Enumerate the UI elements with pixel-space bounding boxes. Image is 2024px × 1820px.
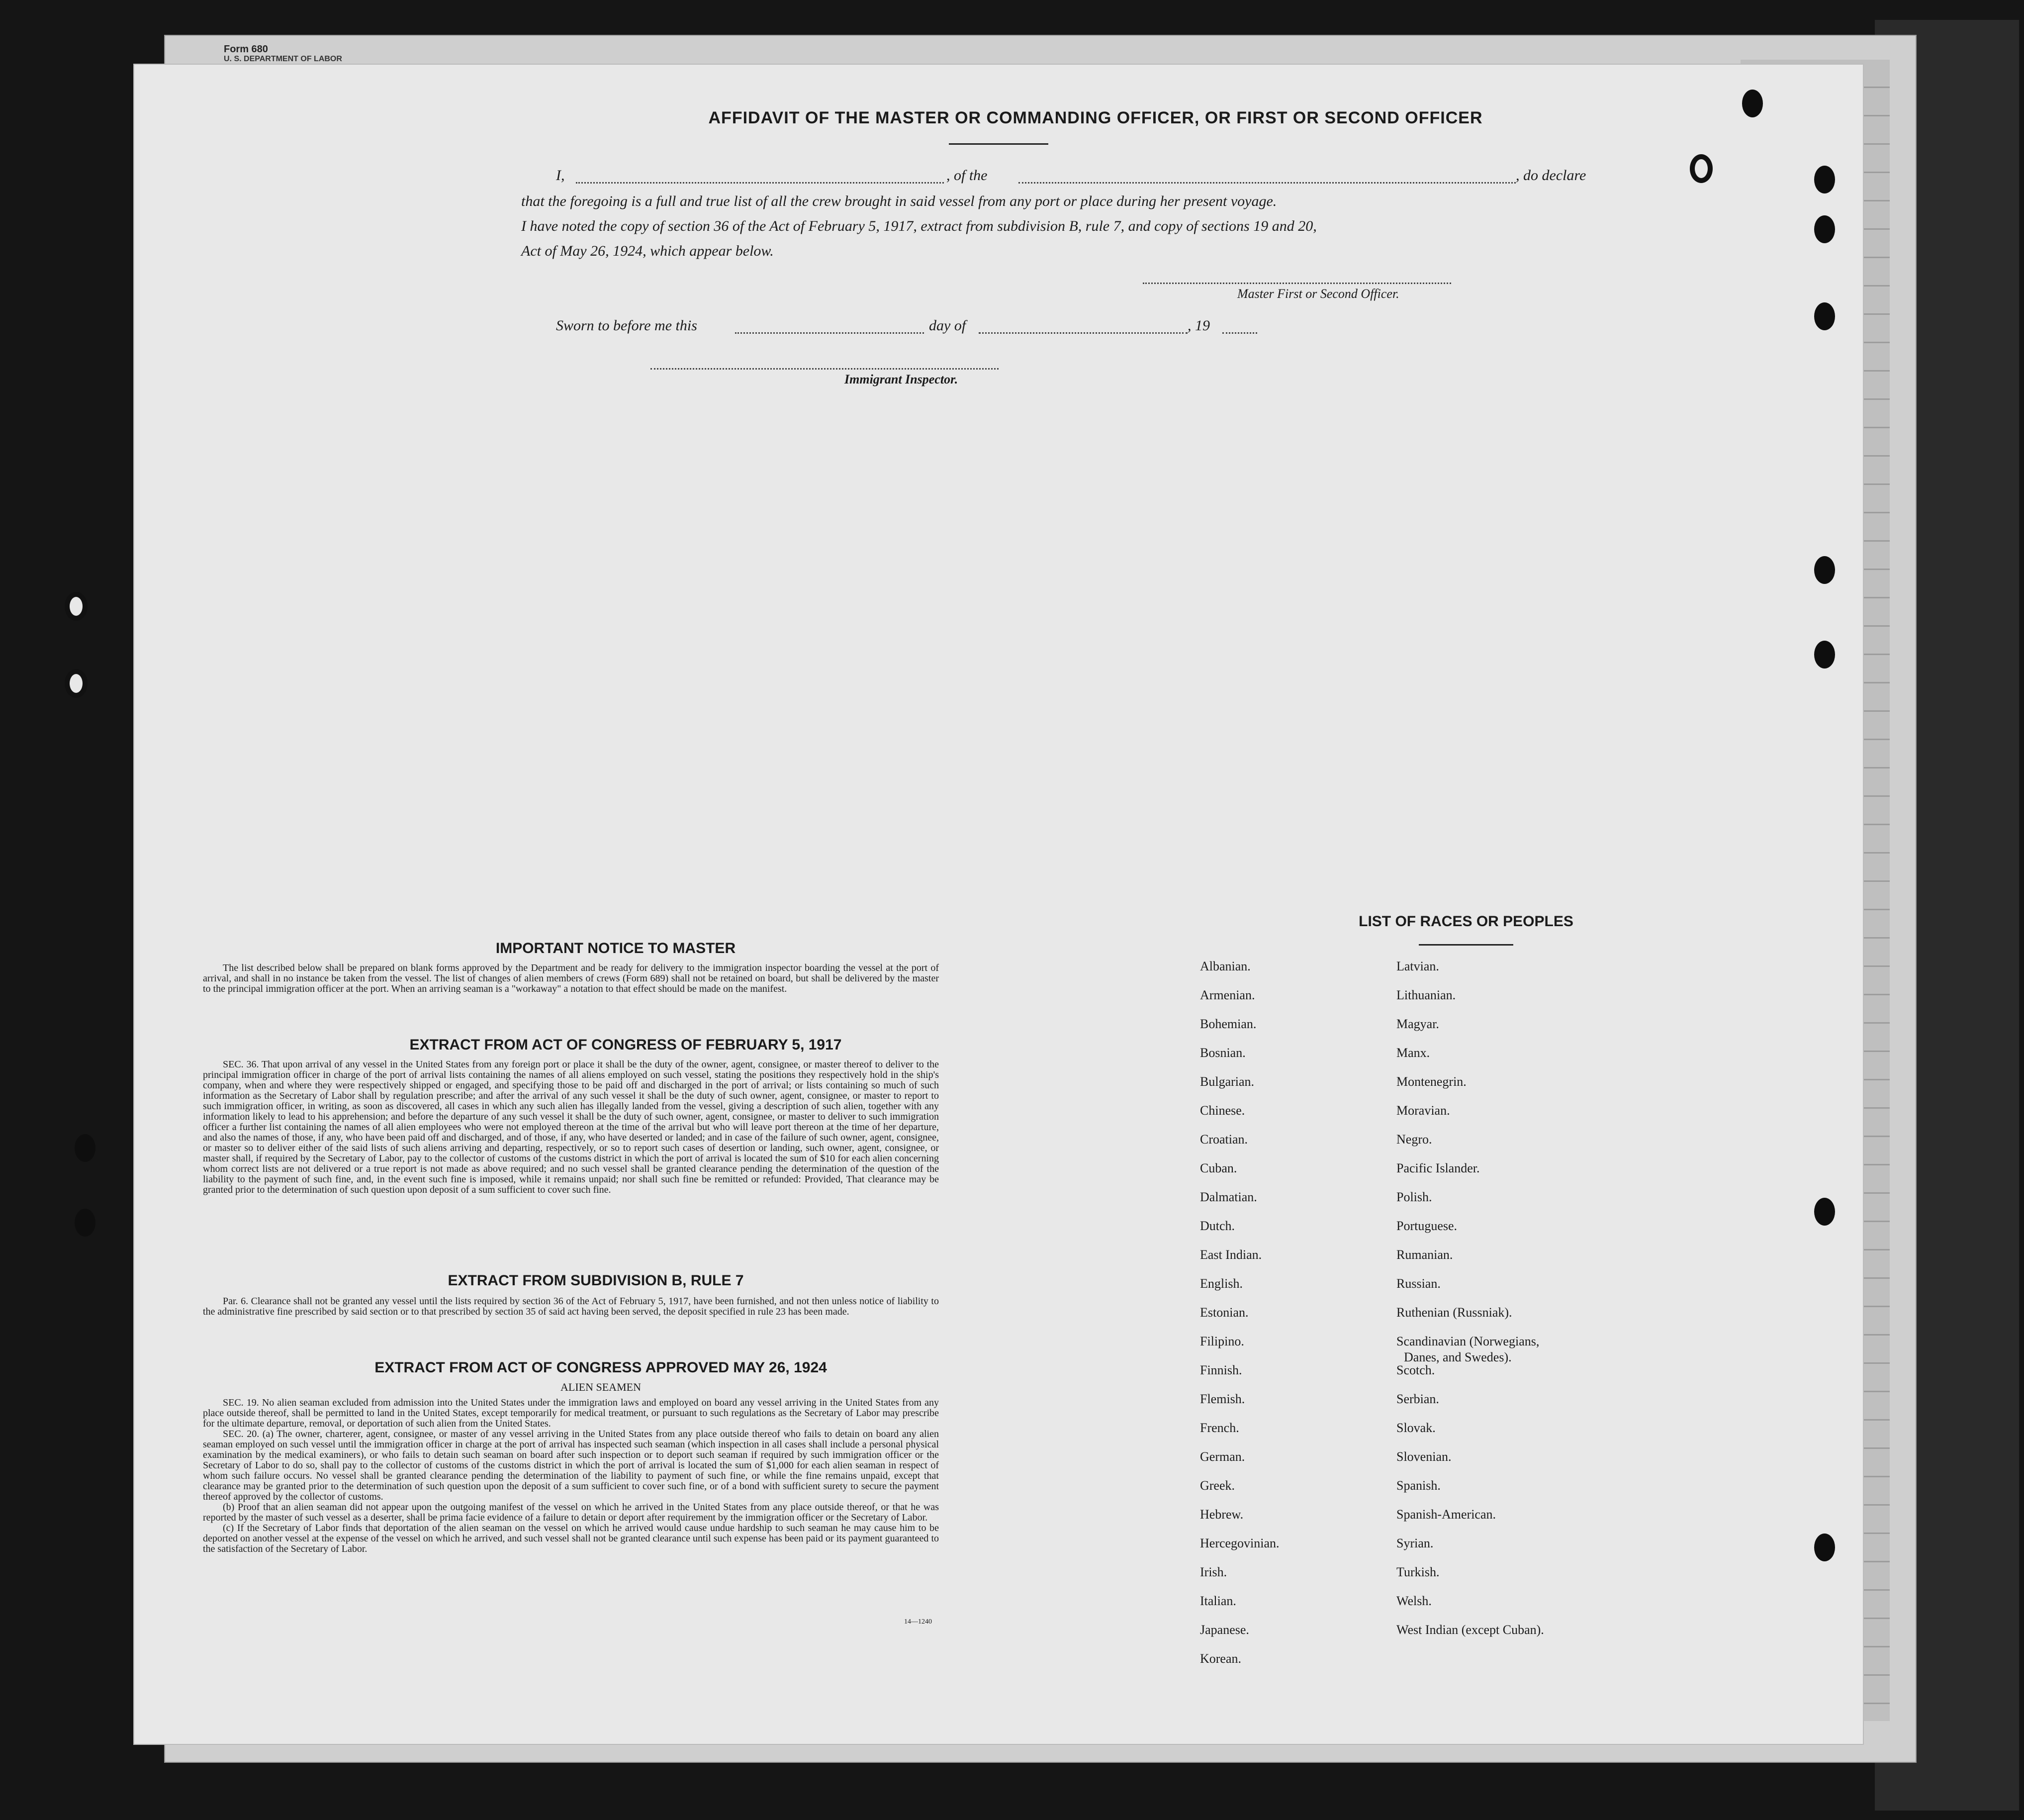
affidavit-line-1 <box>556 163 1625 188</box>
race-item: Dalmatian. <box>1200 1190 1257 1204</box>
section-19-paragraph: SEC. 19. No alien seaman excluded from admission into the United States under the immigration laws and employed on board any vessel arriving in the United States from any place outside thereof, shall be permitted to land in the United States, except temporarily for medical treatment, or pursuant to such regulations as the Secretary of Labor may prescribe for the ultimate departure, removal, or deportation of such alien from the United States. <box>203 1397 939 1429</box>
race-item: Portuguese. <box>1396 1219 1458 1233</box>
race-item: East Indian. <box>1200 1247 1262 1262</box>
title-rule <box>949 143 1048 145</box>
race-item: Latvian. <box>1396 959 1439 973</box>
race-item: Croatian. <box>1200 1132 1248 1147</box>
sworn-month-blank[interactable] <box>979 332 1188 334</box>
print-code: 14—1240 <box>904 1618 932 1626</box>
race-item: Chinese. <box>1200 1103 1245 1118</box>
extract-1917-body <box>203 1059 939 1195</box>
punch-hole <box>1814 641 1835 669</box>
day-of-label: day of <box>929 317 966 334</box>
race-item: Ruthenian (Russniak). <box>1396 1305 1512 1320</box>
extract-rule7-body <box>203 1296 939 1317</box>
race-item: Scandinavian (Norwegians, <box>1396 1334 1540 1348</box>
race-item: Montenegrin. <box>1396 1074 1467 1089</box>
master-caption: Master First or Second Officer. <box>1237 287 1399 301</box>
race-item: Negro. <box>1396 1132 1432 1147</box>
affidavit-title: AFFIDAVIT OF THE MASTER OR COMMANDING OFFICER, OR FIRST OR SECOND OFFICER <box>708 108 1483 127</box>
race-item: Turkish. <box>1396 1565 1440 1579</box>
form-department: U. S. DEPARTMENT OF LABOR <box>224 55 342 63</box>
notice-paragraph: The list described below shall be prepared on blank forms approved by the Department and be ready for delivery to the immigration inspector boarding the vessel at the port of arrival, and shall in no instance be taken from the vessel. The list of changes of alien members of crews (Form 689) shall not be retained on board, but shall be delivered by the master to the principal immigration officer at the port. When an arriving seaman is a "workaway" a notation to that effect should be made on the manifest. <box>203 962 939 994</box>
race-item: Italian. <box>1200 1594 1236 1608</box>
punch-hole <box>1742 90 1763 117</box>
race-item: Finnish. <box>1200 1363 1242 1377</box>
binder-hole <box>65 592 88 621</box>
race-item: Filipino. <box>1200 1334 1244 1348</box>
affidavit-line-3: I have noted the copy of section 36 of the Act of February 5, 1917, extract from subdivision B, rule 7, and copy of sections 19 and 20, <box>521 218 1317 234</box>
race-item: Spanish-American. <box>1396 1507 1496 1522</box>
binder-hole <box>75 1209 95 1237</box>
races-title-rule <box>1419 944 1513 946</box>
race-item: Rumanian. <box>1396 1247 1453 1262</box>
punch-hole <box>1814 1198 1835 1226</box>
race-item: Flemish. <box>1200 1392 1245 1406</box>
declare-label: , do declare <box>1516 167 1586 184</box>
race-item: West Indian (except Cuban). <box>1396 1623 1544 1637</box>
race-item: Russian. <box>1396 1276 1441 1291</box>
race-item: Irish. <box>1200 1565 1227 1579</box>
punch-hole <box>1814 1533 1835 1561</box>
race-item: German. <box>1200 1449 1245 1464</box>
section-20b-paragraph: (b) Proof that an alien seaman did not appear upon the outgoing manifest of the vessel on which he arrived in the United States from any place outside thereof, or that he was reported by the master of such vessel as a deserter, shall be prima facie evidence of a failure to detain or deport after requirement by the immigration officer or the Secretary of Labor. <box>203 1502 939 1523</box>
extract-1924-body <box>203 1398 939 1554</box>
vessel-blank[interactable] <box>1018 182 1516 184</box>
race-item: Manx. <box>1396 1046 1430 1060</box>
extract-rule7-title: EXTRACT FROM SUBDIVISION B, RULE 7 <box>448 1272 744 1289</box>
race-item: Estonian. <box>1200 1305 1249 1320</box>
affidavit-i: I, <box>556 167 565 184</box>
binder-hole <box>65 669 88 698</box>
section-20c-paragraph: (c) If the Secretary of Labor finds that deportation of the alien seaman on the vessel on which he arrived would cause undue hardship to such seaman he may cause him to be deported on another vessel at the expense of the vessel on which he arrived, and such vessel shall not be granted clearance until such expense has been paid or its payment guaranteed to the satisfaction of the Secretary of Labor. <box>203 1523 939 1554</box>
race-item: English. <box>1200 1276 1243 1291</box>
punch-hole <box>1814 556 1835 584</box>
race-item: Scotch. <box>1396 1363 1435 1377</box>
race-item: Slovenian. <box>1396 1449 1452 1464</box>
race-item: Welsh. <box>1396 1594 1432 1608</box>
inspector-caption: Immigrant Inspector. <box>844 372 958 386</box>
sworn-label: Sworn to before me this <box>556 317 697 334</box>
race-item: Magyar. <box>1396 1017 1439 1031</box>
race-item: Polish. <box>1396 1190 1432 1204</box>
alien-seamen-subtitle: ALIEN SEAMEN <box>560 1381 641 1393</box>
race-item: Slovak. <box>1396 1421 1436 1435</box>
section-36-paragraph: SEC. 36. That upon arrival of any vessel in the United States from any foreign port or place it shall be the duty of the owner, agent, consignee, or master thereof to deliver to the principal immigration officer in charge of the port of arrival lists containing the names of all aliens employed on such vessel, stating the positions they respectively hold in the ship's company, when and where they were respectively shipped or engaged, and specifying those to be paid off and discharged in the port of arrival; or lists containing so much of such information as the Secretary of Labor shall by regulation prescribe; and after the arrival of any such vessel it shall be the duty of such owner, agent, consignee, or master to report to such immigration officer, in writing, as soon as discovered, all cases in which any such alien has illegally landed from the vessel, giving a description of such alien, together with any information likely to lead to his apprehension; and before the departure of any such vessel it shall be the duty of such owner, agent, consignee, or master to deliver to such immigration officer a further list containing the names of all alien employees who were not employed thereon at the time of the arrival but who will leave port thereon at the time of her departure, and also the names of those, if any, who have been paid off and discharged, and of those, if any, who have deserted or landed; and in case of the failure of such owner, agent, consignee, or master so to deliver either of the said lists of such aliens arriving and departing, respectively, or so to report such cases of desertion or landing, such owner, agent, consignee, or master shall, if required by the Secretary of Labor, pay to the collector of customs of the customs district in which the port of arrival is located the sum of $10 for each alien concerning whom correct lists are not delivered or a true report is not made as above required; and no such vessel shall be granted clearance pending the determination of the question of the liability to the payment of such fine, and, in the event such fine is imposed, while it remains unpaid; nor shall such fine be remitted or refunded: Provided, That clearance may be granted prior to the determination of such question upon deposit of a sum sufficient to cover such fine. <box>203 1059 939 1195</box>
extract-1924-title: EXTRACT FROM ACT OF CONGRESS APPROVED MAY 26, 1924 <box>374 1359 827 1376</box>
notice-title: IMPORTANT NOTICE TO MASTER <box>495 940 736 957</box>
sworn-year-blank[interactable] <box>1222 332 1257 334</box>
race-item: Cuban. <box>1200 1161 1237 1175</box>
document-page <box>133 64 1864 1745</box>
race-item: Bulgarian. <box>1200 1074 1255 1089</box>
year-prefix: , 19 <box>1188 317 1210 334</box>
sworn-date-blank[interactable] <box>735 332 924 334</box>
race-item: Bohemian. <box>1200 1017 1257 1031</box>
name-blank[interactable] <box>576 182 944 184</box>
affidavit-line-4: Act of May 26, 1924, which appear below. <box>521 243 774 259</box>
punch-hole <box>1690 154 1713 183</box>
race-item: Serbian. <box>1396 1392 1439 1406</box>
race-item: Hebrew. <box>1200 1507 1244 1522</box>
master-signature-line[interactable] <box>1143 283 1451 284</box>
race-item: Pacific Islander. <box>1396 1161 1480 1175</box>
race-item: Japanese. <box>1200 1623 1249 1637</box>
extract-1917-title: EXTRACT FROM ACT OF CONGRESS OF FEBRUARY 5, 1917 <box>409 1037 842 1053</box>
race-item: Armenian. <box>1200 988 1255 1002</box>
race-item: Bosnian. <box>1200 1046 1246 1060</box>
section-20a-paragraph: SEC. 20. (a) The owner, charterer, agent, consignee, or master of any vessel arriving in the United States from any place outside thereof who fails to detain on board any alien seaman employed on such vessel until the immigration officer in charge at the port of arrival has inspected such seaman (which inspection in all cases shall include a personal physical examination by the medical examiners), or who fails to detain such seaman on board after such inspection or to deport such seaman if required by such immigration officer or the Secretary of Labor to do so, shall pay to the collector of customs of the customs district in which the port of arrival is located the sum of $1,000 for each alien seaman in respect of whom such failure occurs. No vessel shall be granted clearance pending the determination of the liability to payment of such fine, or while the fine remains unpaid, except that clearance may be granted prior to the determination of such question upon the deposit of a sum sufficient to cover such fine, or of a bond with sufficient surety to secure the payment thereof approved by the collector of customs. <box>203 1429 939 1502</box>
par-6-paragraph: Par. 6. Clearance shall not be granted any vessel until the lists required by section 36 of the Act of February 5, 1917, have been furnished, and not then unless notice of liability to the administrative fine prescribed by said section or to that prescribed by section 35 of said act having been served, the deposit specified in rule 23 has been made. <box>203 1296 939 1317</box>
race-item: Albanian. <box>1200 959 1251 973</box>
race-item: Hercegovinian. <box>1200 1536 1280 1550</box>
affidavit-line-2: that the foregoing is a full and true list of all the crew brought in said vessel from any port or place during her present voyage. <box>521 193 1277 209</box>
of-the-label: , of the <box>946 167 988 184</box>
race-item: Dutch. <box>1200 1219 1235 1233</box>
race-item: Danes, and Swedes). <box>1404 1350 1512 1364</box>
race-item: Greek. <box>1200 1478 1235 1493</box>
race-item: Syrian. <box>1396 1536 1434 1550</box>
race-item: French. <box>1200 1421 1239 1435</box>
races-title: LIST OF RACES OR PEOPLES <box>1359 913 1573 930</box>
notice-body <box>203 963 939 994</box>
punch-hole <box>1814 302 1835 330</box>
binder-hole <box>75 1134 95 1162</box>
form-number: Form 680 <box>224 44 268 55</box>
race-item: Spanish. <box>1396 1478 1441 1493</box>
punch-hole <box>1814 215 1835 243</box>
race-item: Korean. <box>1200 1651 1242 1666</box>
race-item: Lithuanian. <box>1396 988 1456 1002</box>
inspector-signature-line[interactable] <box>650 368 999 370</box>
punch-hole <box>1814 166 1835 193</box>
race-item: Moravian. <box>1396 1103 1450 1118</box>
